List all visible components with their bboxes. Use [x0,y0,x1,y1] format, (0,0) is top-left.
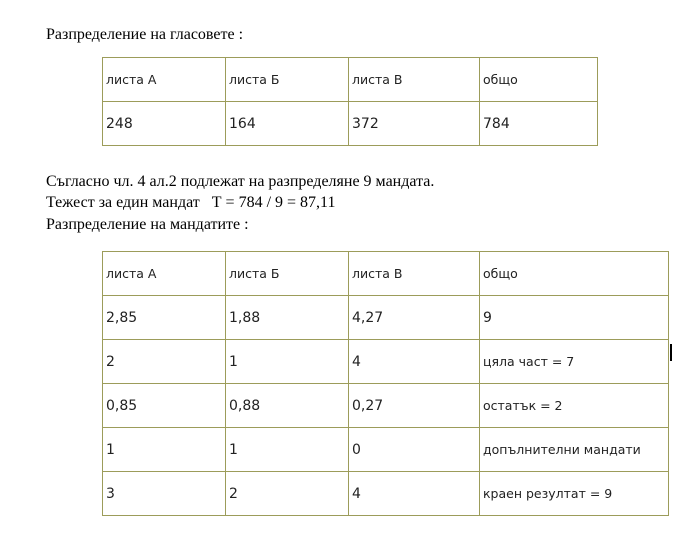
mandates-row-quotients [103,296,669,340]
votes-header-cell: общо [480,58,598,102]
mandates-cell: остатък = 2 [480,384,669,428]
mandates-cell: цяла част = 7 [480,340,669,384]
votes-value-cell: 164 [226,102,349,146]
mandates-row-final [103,472,669,516]
mandates-cell: 4,27 [349,296,480,340]
mandates-cell: 3 [103,472,226,516]
mandates-cell: 2 [103,340,226,384]
mandates-cell: 1 [226,340,349,384]
mandates-cell: 1 [226,428,349,472]
mandates-header-cell: общо [480,252,669,296]
mandates-heading: Разпределение на мандатите : [46,216,249,233]
votes-header-cell: листа В [349,58,480,102]
votes-table [102,57,598,146]
mandates-cell: 1 [103,428,226,472]
mandates-header-cell: листа А [103,252,226,296]
mandates-table [102,251,669,516]
mandates-cell: краен резултат = 9 [480,472,669,516]
mandates-cell: 0,85 [103,384,226,428]
mandates-cell: 4 [349,472,480,516]
mandates-cell: 0 [349,428,480,472]
mandates-header-cell: листа В [349,252,480,296]
weight-per-mandate-text: Тежест за един мандат Т = 784 / 9 = 87,11 [46,194,336,211]
mandates-cell: допълнителни мандати [480,428,669,472]
mandates-header-cell: листа Б [226,252,349,296]
text-cursor [670,344,672,361]
votes-header-cell: листа А [103,58,226,102]
mandates-cell: 9 [480,296,669,340]
votes-header-cell: листа Б [226,58,349,102]
mandates-cell: 2 [226,472,349,516]
votes-value-cell: 784 [480,102,598,146]
mandates-row-integer-part [103,340,669,384]
votes-value-cell: 248 [103,102,226,146]
mandates-header-row [103,252,669,296]
votes-heading: Разпределение на гласовете : [46,26,244,43]
mandates-cell: 2,85 [103,296,226,340]
votes-value-cell: 372 [349,102,480,146]
votes-values-row [103,102,598,146]
mandates-cell: 4 [349,340,480,384]
mandates-cell: 0,88 [226,384,349,428]
mandates-row-additional [103,428,669,472]
seats-to-allocate-text: Съгласно чл. 4 ал.2 подлежат на разпределяне 9 мандата. [46,173,435,190]
votes-header-row [103,58,598,102]
mandates-row-remainder [103,384,669,428]
mandates-cell: 0,27 [349,384,480,428]
mandates-cell: 1,88 [226,296,349,340]
